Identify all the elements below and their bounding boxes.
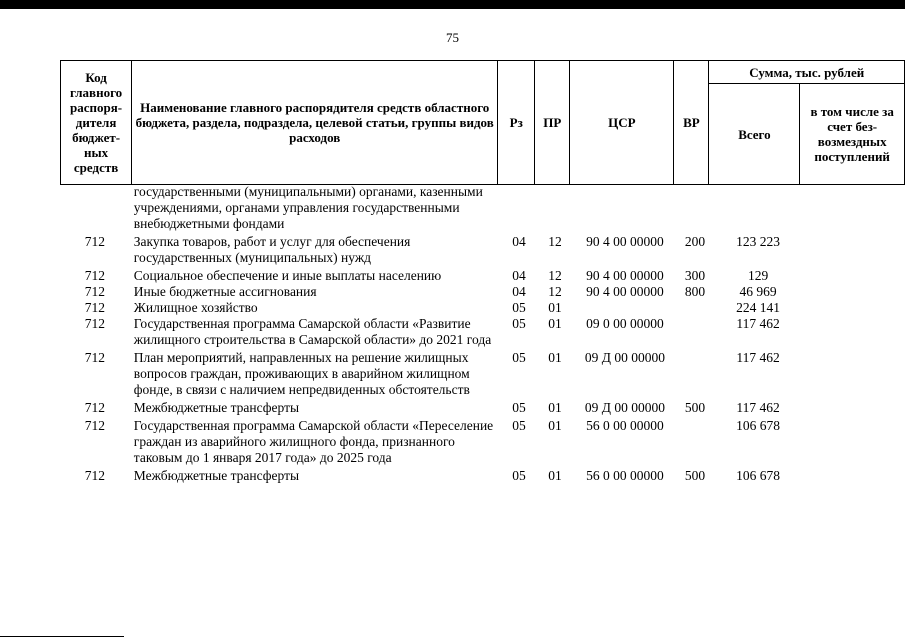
header-vr: ВР bbox=[674, 61, 709, 185]
cell-total: 106 678 bbox=[736, 418, 780, 433]
cell-rz bbox=[501, 184, 538, 234]
cell-csr: 09 Д 00 00000 bbox=[584, 350, 665, 365]
cell-incl bbox=[803, 400, 905, 418]
cell-total: 117 462 bbox=[736, 316, 780, 331]
cell-name: Межбюджетные трансферты bbox=[133, 468, 300, 483]
cell-pr: 01 bbox=[548, 418, 562, 433]
header-code: Код главного распоря-дителя бюджет-ных средств bbox=[61, 61, 132, 185]
cell-csr: 09 0 00 00000 bbox=[586, 316, 664, 331]
cell-name: государственными (муниципальными) органами, казенными учреждениями, органами управления государственными внебюджетными фондами bbox=[133, 184, 483, 231]
header-sum: Сумма, тыс. рублей bbox=[709, 61, 905, 84]
cell-code: 712 bbox=[84, 316, 106, 331]
cell-rz: 05 bbox=[512, 400, 526, 415]
cell-rz: 05 bbox=[512, 300, 526, 315]
cell-code: 712 bbox=[84, 234, 106, 249]
table-row bbox=[60, 316, 905, 350]
cell-code: 712 bbox=[84, 300, 106, 315]
page-number: 75 bbox=[446, 30, 459, 45]
cell-vr bbox=[677, 300, 712, 316]
cell-csr: 90 4 00 00000 bbox=[586, 284, 664, 299]
cell-code bbox=[60, 184, 130, 234]
cell-pr: 01 bbox=[548, 316, 562, 331]
cell-code: 712 bbox=[84, 468, 106, 483]
header-rz: Рз bbox=[498, 61, 535, 185]
table-row bbox=[60, 300, 905, 316]
cell-csr: 90 4 00 00000 bbox=[586, 234, 664, 249]
table-row bbox=[60, 268, 905, 284]
cell-vr bbox=[677, 184, 712, 234]
cell-incl bbox=[803, 468, 905, 484]
cell-incl bbox=[803, 234, 905, 268]
cell-pr: 01 bbox=[548, 350, 562, 365]
cell-incl bbox=[803, 268, 905, 284]
table-row bbox=[60, 350, 905, 400]
cell-pr: 01 bbox=[548, 468, 562, 483]
cell-incl bbox=[803, 418, 905, 468]
cell-pr: 12 bbox=[548, 268, 562, 283]
table-row bbox=[60, 184, 905, 234]
cell-total: 106 678 bbox=[736, 468, 780, 483]
scan-top-border bbox=[0, 0, 905, 9]
cell-code: 712 bbox=[84, 284, 106, 299]
header-pr: ПР bbox=[535, 61, 570, 185]
cell-total: 224 141 bbox=[736, 300, 780, 315]
cell-csr: 09 Д 00 00000 bbox=[584, 400, 665, 415]
cell-code: 712 bbox=[84, 268, 106, 283]
cell-rz: 04 bbox=[512, 268, 526, 283]
header-incl: в том числе за счет без-возмездных поступлений bbox=[800, 84, 905, 185]
header-csr: ЦСР bbox=[570, 61, 674, 185]
cell-vr bbox=[677, 418, 712, 468]
cell-csr: 90 4 00 00000 bbox=[586, 268, 664, 283]
cell-csr: 56 0 00 00000 bbox=[586, 468, 664, 483]
table-row bbox=[60, 400, 905, 418]
cell-total: 117 462 bbox=[736, 400, 780, 415]
table-header bbox=[60, 60, 905, 185]
cell-name: Жилищное хозяйство bbox=[133, 300, 258, 315]
cell-incl bbox=[803, 350, 905, 400]
cell-total: 46 969 bbox=[739, 284, 777, 299]
cell-code: 712 bbox=[84, 350, 106, 365]
cell-rz: 04 bbox=[512, 234, 526, 249]
cell-rz: 05 bbox=[512, 316, 526, 331]
table-row bbox=[60, 468, 905, 484]
cell-code: 712 bbox=[84, 418, 106, 433]
table-row bbox=[60, 418, 905, 468]
cell-pr bbox=[537, 184, 572, 234]
cell-vr: 500 bbox=[684, 468, 706, 483]
cell-csr bbox=[573, 300, 678, 316]
cell-pr: 12 bbox=[548, 284, 562, 299]
header-total: Всего bbox=[709, 84, 800, 185]
cell-pr: 01 bbox=[548, 300, 562, 315]
cell-vr bbox=[677, 350, 712, 400]
data-table bbox=[60, 184, 905, 484]
cell-total: 129 bbox=[747, 268, 769, 283]
table-row bbox=[60, 234, 905, 268]
cell-name: Иные бюджетные ассигнования bbox=[133, 284, 317, 299]
cell-total: 123 223 bbox=[736, 234, 780, 249]
cell-name: План мероприятий, направленных на решение жилищных вопросов граждан, проживающих в аварийном жилищном фонде, в связи с наличием непредвиденных обстоятельств bbox=[133, 350, 470, 397]
footnote-line bbox=[0, 636, 124, 637]
cell-name: Государственная программа Самарской области «Развитие жилищного строительства в Самарской области» до 2021 года bbox=[133, 316, 492, 347]
cell-name: Закупка товаров, работ и услуг для обеспечения государственных (муниципальных) нужд bbox=[133, 234, 411, 265]
cell-vr: 200 bbox=[684, 234, 706, 249]
header-name: Наименование главного распорядителя средств областного бюджета, раздела, подраздела, целевой статьи, группы видов расходов bbox=[132, 61, 498, 185]
cell-incl bbox=[803, 284, 905, 300]
cell-rz: 05 bbox=[512, 418, 526, 433]
cell-incl bbox=[803, 316, 905, 350]
cell-vr: 800 bbox=[684, 284, 706, 299]
cell-total bbox=[713, 184, 804, 234]
cell-vr: 500 bbox=[684, 400, 706, 415]
cell-rz: 04 bbox=[512, 284, 526, 299]
cell-name: Государственная программа Самарской области «Переселение граждан из аварийного жилищного фонда, признанного таковым до 1 января 2017 года» до 2025 года bbox=[133, 418, 494, 465]
cell-csr: 56 0 00 00000 bbox=[586, 418, 664, 433]
cell-vr bbox=[677, 316, 712, 350]
cell-code: 712 bbox=[84, 400, 106, 415]
cell-pr: 12 bbox=[548, 234, 562, 249]
cell-name: Межбюджетные трансферты bbox=[133, 400, 300, 415]
table-row bbox=[60, 284, 905, 300]
cell-name: Социальное обеспечение и иные выплаты населению bbox=[133, 268, 442, 283]
cell-pr: 01 bbox=[548, 400, 562, 415]
cell-incl bbox=[803, 184, 905, 234]
cell-incl bbox=[803, 300, 905, 316]
cell-rz: 05 bbox=[512, 350, 526, 365]
cell-vr: 300 bbox=[684, 268, 706, 283]
cell-rz: 05 bbox=[512, 468, 526, 483]
cell-total: 117 462 bbox=[736, 350, 780, 365]
cell-csr bbox=[573, 184, 678, 234]
